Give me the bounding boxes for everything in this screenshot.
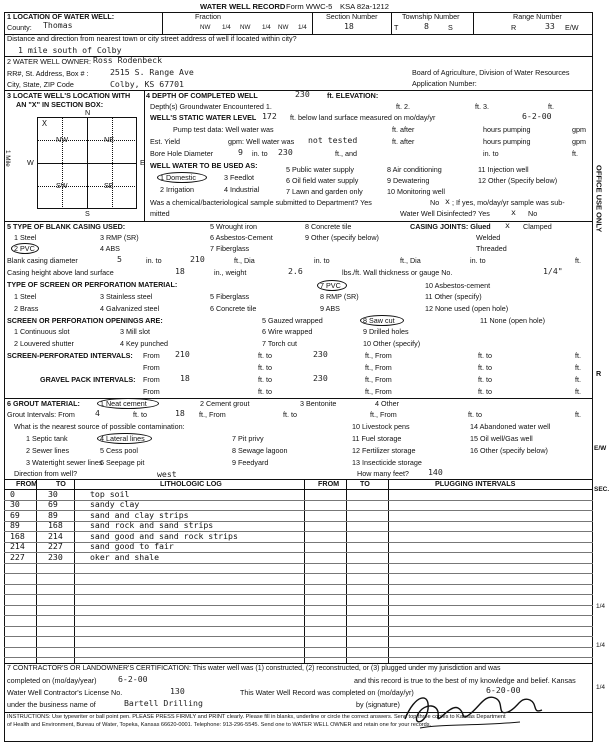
screen-material-label: TYPE OF SCREEN OR PERFORATION MATERIAL: — [7, 280, 178, 289]
log-cell-to[interactable]: 89 — [48, 509, 58, 520]
distance-label: Distance and direction from nearest town or city street address of well if located within city? — [7, 34, 297, 43]
grout-neat-cement[interactable]: 1 Neat cement — [100, 399, 147, 408]
grout-intervals-label: Grout Intervals: From — [7, 410, 75, 419]
log-cell-from[interactable]: 214 — [10, 541, 25, 551]
form-number: Form WWC-5 — [286, 2, 333, 11]
fraction-q1[interactable]: NW — [200, 24, 211, 31]
depth-label: 4 DEPTH OF COMPLETED WELL — [146, 91, 258, 100]
log-cell-desc[interactable]: top soil — [90, 488, 130, 499]
blank-diameter-value[interactable]: 5 — [117, 254, 122, 264]
city-value[interactable]: Colby, KS 67701 — [110, 79, 184, 89]
grout-neat-circle — [97, 398, 159, 409]
contamination-label: What is the nearest source of possible contamination: — [14, 422, 185, 431]
fraction-label: Fraction — [195, 12, 221, 21]
south-label: S — [85, 209, 90, 218]
blank-depth-value[interactable]: 210 — [190, 254, 205, 264]
water-use-label: WELL WATER TO BE USED AS: — [150, 161, 258, 170]
log-header-to: TO — [56, 479, 66, 488]
log-cell-from[interactable]: 89 — [10, 520, 20, 530]
owner-label: 2 WATER WELL OWNER: — [7, 57, 91, 66]
opening-saw-cut[interactable]: 8 Saw cut — [363, 316, 395, 325]
use-other[interactable]: 12 Other (Specify below) — [478, 176, 558, 185]
instructions-line2: of Health and Environment, Bureau of Water, Topeka, Kansas 66620-0001. Telephone: 913-296-5545. Send one to WATER WELL OWNER and retain one for your records. — [7, 722, 432, 728]
screen-intervals-label: SCREEN-PERFORATED INTERVALS: — [7, 351, 133, 360]
use-irrigation[interactable]: 2 Irrigation — [160, 185, 194, 194]
section3-label: 3 LOCATE WELL'S LOCATION WITH — [7, 91, 131, 100]
pump-test-label: Pump test data: Well water was — [173, 125, 274, 134]
instructions-line1: INSTRUCTIONS: Use typewriter or ball point pen. PLEASE PRESS FIRMLY and PRINT clearly. Please fill in blanks, underline or circle the correct answers. Send top three copies to Kansas Department — [7, 714, 506, 720]
log-row-line — [4, 563, 593, 564]
static-level-label: WELL'S STATIC WATER LEVEL — [150, 113, 257, 122]
record-date[interactable]: 6-20-00 — [486, 685, 521, 695]
screen-pvc[interactable]: 7 PVC — [320, 281, 341, 290]
direction-label: Direction from well? — [14, 469, 78, 478]
range-label: Range Number — [513, 12, 562, 21]
gravel-to-value[interactable]: 230 — [313, 373, 328, 383]
county-value[interactable]: Thomas — [43, 20, 73, 30]
mile-label: 1 Mile — [4, 150, 12, 167]
screen-to-value[interactable]: 230 — [313, 349, 328, 359]
casing-gauge-value[interactable]: 1/4" — [543, 266, 563, 276]
grout-material-label: 6 GROUT MATERIAL: — [7, 399, 80, 408]
log-cell-from[interactable]: 0 — [10, 488, 15, 499]
log-row-line — [4, 594, 593, 595]
license-label: Water Well Contractor's License No. — [7, 688, 123, 697]
log-cell-from[interactable]: 168 — [10, 530, 25, 541]
log-cell-from[interactable]: 227 — [10, 551, 25, 562]
west-label: W — [27, 158, 34, 167]
static-level-value[interactable]: 172 — [262, 111, 277, 121]
log-header-plugging: PLUGGING INTERVALS — [435, 479, 516, 488]
chemical-sample-x[interactable]: x — [445, 196, 450, 206]
log-cell-from[interactable]: 30 — [10, 499, 20, 509]
log-header-from2: FROM — [318, 479, 340, 488]
address-label: RR#, St. Address, Box # : — [7, 69, 89, 78]
use-air[interactable]: 8 Air conditioning — [387, 165, 442, 174]
chemical-sample-label: Was a chemical/bacteriological sample submitted to Department? Yes — [150, 198, 372, 207]
casing-rmp[interactable]: 3 RMP (SR) — [100, 233, 139, 242]
yield-value[interactable]: not tested — [308, 135, 358, 145]
margin-quarter-3: 1/4 — [596, 684, 606, 691]
use-feedlot[interactable]: 3 Feedlot — [224, 173, 254, 182]
log-cell-from[interactable]: 69 — [10, 509, 20, 520]
lateral-lines-circle — [97, 433, 152, 444]
casing-steel[interactable]: 1 Steel — [14, 233, 37, 242]
screen-from-value[interactable]: 210 — [175, 349, 190, 359]
form-title: WATER WELL RECORD — [200, 2, 286, 11]
casing-height-label: Casing height above land surface — [7, 268, 114, 277]
log-cell-desc[interactable]: sand good and sand rock strips — [90, 530, 238, 541]
log-header-from: FROM — [16, 479, 38, 488]
log-cell-desc[interactable]: sandy clay — [90, 499, 140, 509]
log-cell-desc[interactable]: oker and shale — [90, 551, 160, 562]
location-mark[interactable]: X — [42, 118, 47, 128]
ksa-reference: KSA 82a-1212 — [340, 2, 389, 11]
margin-quarter-2: 1/4 — [596, 642, 606, 649]
log-row-line — [4, 615, 593, 616]
application-number-label: Application Number: — [412, 79, 477, 88]
contam-lateral-lines[interactable]: 4 Lateral lines — [100, 434, 145, 443]
log-header-lithologic: LITHOLOGIC LOG — [160, 479, 222, 488]
bore-diameter-value[interactable]: 9 — [238, 147, 243, 157]
log-cell-to[interactable]: 214 — [48, 530, 63, 541]
casing-pvc-circle — [11, 243, 39, 254]
log-row-line — [4, 605, 593, 606]
casing-type-label: 5 TYPE OF BLANK CASING USED: — [7, 222, 126, 231]
license-value[interactable]: 130 — [170, 686, 185, 696]
section-number-value[interactable]: 18 — [344, 21, 354, 31]
casing-abs[interactable]: 4 ABS — [100, 244, 120, 253]
casing-other[interactable]: 9 Other (specify below) — [305, 233, 379, 242]
business-name-value[interactable]: Bartell Drilling — [124, 698, 203, 708]
quadrant-nw: NW — [56, 135, 68, 144]
casing-wrought[interactable]: 5 Wrought iron — [210, 222, 258, 231]
use-monitoring[interactable]: 10 Monitoring well — [387, 187, 445, 196]
casing-joints-x[interactable]: x — [505, 220, 510, 230]
grout-from-value[interactable]: 4 — [95, 408, 100, 418]
disinfected-label: Water Well Disinfected? Yes — [400, 209, 490, 218]
quadrant-sw: SW — [56, 181, 68, 190]
use-domestic-circle — [157, 172, 207, 183]
margin-ew-label: E/W — [594, 445, 607, 452]
use-public[interactable]: 5 Public water supply — [286, 165, 354, 174]
static-level-date[interactable]: 6-2-00 — [522, 111, 552, 121]
use-oil-field[interactable]: 6 Oil field water supply — [286, 176, 359, 185]
log-row-line — [4, 626, 593, 627]
yield-label: Est. Yield — [150, 137, 180, 146]
margin-r-label: R — [596, 369, 602, 378]
log-cell-desc[interactable]: sand rock and sand strips — [90, 520, 214, 530]
gravel-from-value[interactable]: 18 — [180, 373, 190, 383]
disinfected-x[interactable]: x — [511, 207, 516, 217]
bore-depth-value[interactable]: 230 — [278, 147, 293, 157]
owner-value[interactable]: Ross Rodenbeck — [93, 55, 163, 65]
board-label: Board of Agriculture, Division of Water Resources — [412, 68, 570, 77]
use-lawn[interactable]: 7 Lawn and garden only — [286, 187, 363, 196]
certification-text: 7 CONTRACTOR'S OR LANDOWNER'S CERTIFICATION: This water well was (1) constructed, (2) reconstructed, or (3) plugged under my jurisdiction and was — [7, 665, 501, 672]
log-cell-to[interactable]: 230 — [48, 551, 63, 562]
casing-pvc[interactable]: 2 PVC — [14, 244, 35, 253]
completed-date[interactable]: 6-2-00 — [118, 674, 148, 684]
log-row-line — [4, 636, 593, 637]
openings-label: SCREEN OR PERFORATION OPENINGS ARE: — [7, 316, 163, 325]
use-injection[interactable]: 11 Injection well — [478, 165, 529, 174]
section1-label: 1 LOCATION OF WATER WELL: — [7, 12, 115, 21]
office-use-only-label: OFFICE USE ONLY — [594, 165, 604, 233]
section-number-label: Section Number — [326, 12, 378, 21]
log-cell-desc[interactable]: sand and clay strips — [90, 509, 189, 520]
feet-label: How many feet? — [357, 469, 409, 478]
county-label: County: — [7, 23, 32, 32]
gravel-pack-label: GRAVEL PACK INTERVALS: — [40, 375, 136, 384]
saw-cut-circle — [360, 315, 404, 326]
blank-diameter-label: Blank casing diameter — [7, 256, 78, 265]
business-name-label: under the business name of — [7, 700, 96, 709]
margin-quarter-1: 1/4 — [596, 603, 606, 610]
log-row-line — [4, 573, 593, 574]
log-cell-to[interactable]: 69 — [48, 499, 58, 509]
casing-height-value[interactable]: 18 — [175, 266, 185, 276]
log-header-to2: TO — [360, 479, 370, 488]
log-cell-desc[interactable]: sand good to fair — [90, 541, 174, 551]
use-domestic[interactable]: 1 Domestic — [160, 173, 196, 182]
east-label: E — [140, 158, 145, 167]
township-label: Township Number — [402, 12, 460, 21]
bore-diameter-label: Bore Hole Diameter — [150, 149, 214, 158]
quadrant-ne: NE — [104, 135, 114, 144]
log-cell-to[interactable]: 227 — [48, 541, 63, 551]
log-cell-to[interactable]: 168 — [48, 520, 63, 530]
casing-fiberglass[interactable]: 7 Fiberglass — [210, 244, 250, 253]
completed-label: completed on (mo/day/year) — [7, 676, 97, 685]
log-row-line — [4, 584, 593, 585]
casing-joints-label: CASING JOINTS: Glued — [410, 222, 491, 231]
grout-to-value[interactable]: 18 — [175, 408, 185, 418]
margin-sec-label: SEC. — [594, 486, 609, 493]
groundwater-label: Depth(s) Groundwater Encountered 1. — [150, 102, 272, 111]
distance-value[interactable]: 1 mile south of Colby — [18, 45, 122, 55]
casing-weight-value[interactable]: 2.6 — [288, 266, 303, 276]
screen-pvc-circle — [317, 280, 347, 291]
log-row-line — [4, 647, 593, 648]
feet-value[interactable]: 140 — [428, 467, 443, 477]
depth-value[interactable]: 230 — [295, 89, 310, 99]
use-industrial[interactable]: 4 Industrial — [224, 185, 260, 194]
use-dewatering[interactable]: 9 Dewatering — [387, 176, 430, 185]
casing-concrete[interactable]: 8 Concrete tile — [305, 222, 352, 231]
log-row-line — [4, 657, 593, 658]
quadrant-se: SE — [104, 181, 114, 190]
fraction-q2[interactable]: NW — [240, 24, 251, 31]
range-value[interactable]: 33 — [545, 21, 555, 31]
direction-value[interactable]: west — [157, 469, 177, 479]
city-label: City, State, ZIP Code — [7, 80, 74, 89]
log-cell-to[interactable]: 30 — [48, 488, 58, 499]
casing-asbestos[interactable]: 6 Asbestos-Cement — [210, 233, 273, 242]
address-value[interactable]: 2515 S. Range Ave — [110, 67, 194, 77]
township-value[interactable]: 8 — [424, 21, 429, 31]
fraction-q3[interactable]: NW — [278, 24, 289, 31]
north-label: N — [85, 108, 91, 117]
